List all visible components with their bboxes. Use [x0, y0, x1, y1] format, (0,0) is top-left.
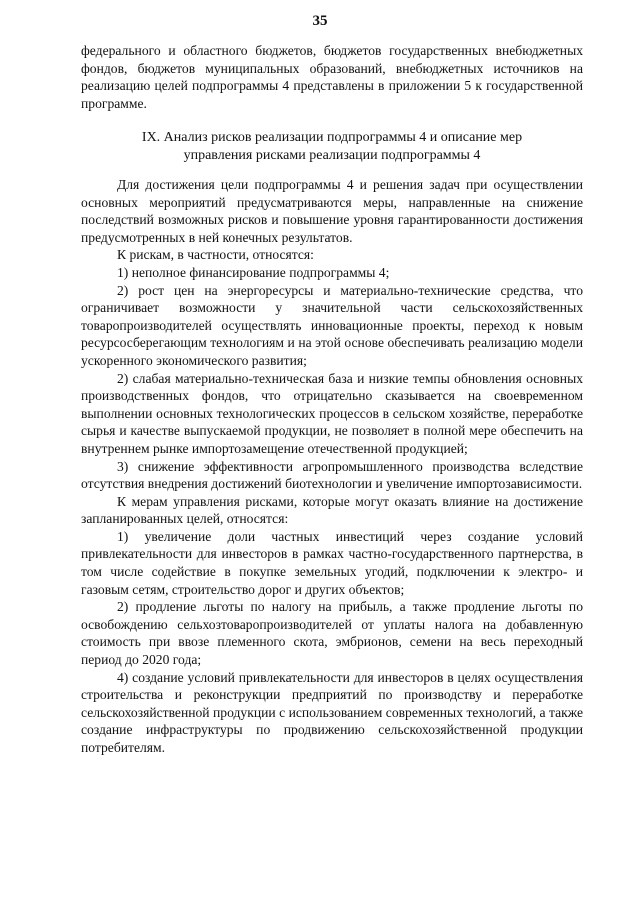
section-body — [81, 176, 583, 757]
paragraph-goal: Для достижения цели подпрограммы 4 и решения задач при осуществлении основных мероприятий предусматриваются меры, направленные на снижение последствий возможных рисков и повышение уровня гарантированности достижения предусмотренных в ней конечных результатов. — [81, 177, 583, 245]
risk-item-1: 1) неполное финансирование подпрограммы 4; — [117, 264, 390, 280]
intro-paragraph: федерального и областного бюджетов, бюджетов государственных внебюджетных фондов, бюджетов муниципальных образований, внебюджетных источников на реализацию целей подпрограммы 4 представлены в приложении 5 к государственной программе. — [81, 43, 583, 111]
risk-item-3: 3) снижение эффективности агропромышленного производства вследствие отсутствия внедрения достижений биотехнологии и увеличение импортозависимости. — [81, 458, 583, 492]
paragraph-measures-intro: К мерам управления рисками, которые могут оказать влияние на достижение запланированных целей, относятся: — [81, 493, 583, 527]
section-heading — [81, 129, 583, 165]
paragraph-risks-intro: К рискам, в частности, относятся: — [117, 247, 314, 263]
risk-item-2a: 2) рост цен на энергоресурсы и материально-технические средства, что ограничивает возможности у значительной части сельскохозяйственных товаропроизводителей осуществлять инновационные проекты, переход к новым ресурсосберегающим технологиям и на этой основе обеспечивать реализацию модели ускоренного экономического развития; — [81, 282, 583, 368]
intro-block — [81, 42, 583, 112]
section-heading-line-1: IX. Анализ рисков реализации подпрограммы 4 и описание мер — [141, 130, 523, 145]
measure-item-4: 4) создание условий привлекательности для инвесторов в целях осуществления строительства и реконструкции предприятий по производству и переработке сельскохозяйственной продукции с использованием современных технологий, а также создание инфраструктуры по продвижению сельскохозяйственной продукции потребителям. — [81, 669, 583, 755]
measure-item-2: 2) продление льготы по налогу на прибыль, а также продление льготы по освобождению сельхозтоваропроизводителей от уплаты налога на добавленную стоимость при ввозе племенного скота, эмбрионов, семени на весь переходный период до 2020 года; — [81, 599, 583, 668]
section-heading-line-2: управления рисками реализации подпрограммы 4 — [183, 148, 481, 163]
risk-item-2b: 2) слабая материально-техническая база и низкие темпы обновления основных производственных фондов, что отрицательно сказывается на своевременном выполнении основных технологических процессов в сельском хозяйстве, переработке сырья и качестве выпускаемой продукции, не позволяет в полной мере обеспечить на внутреннем рынке импортозамещение отечественной продукцией; — [81, 370, 583, 456]
page-number: 35 — [312, 13, 328, 29]
measure-item-1: 1) увеличение доли частных инвестиций через создание условий привлекательности для инвесторов в рамках частно-государственного партнерства, в том числе содействие в покупке земельных угодий, подключении к электро- и газовым сетям, строительство дорог и других объектов; — [81, 528, 583, 597]
